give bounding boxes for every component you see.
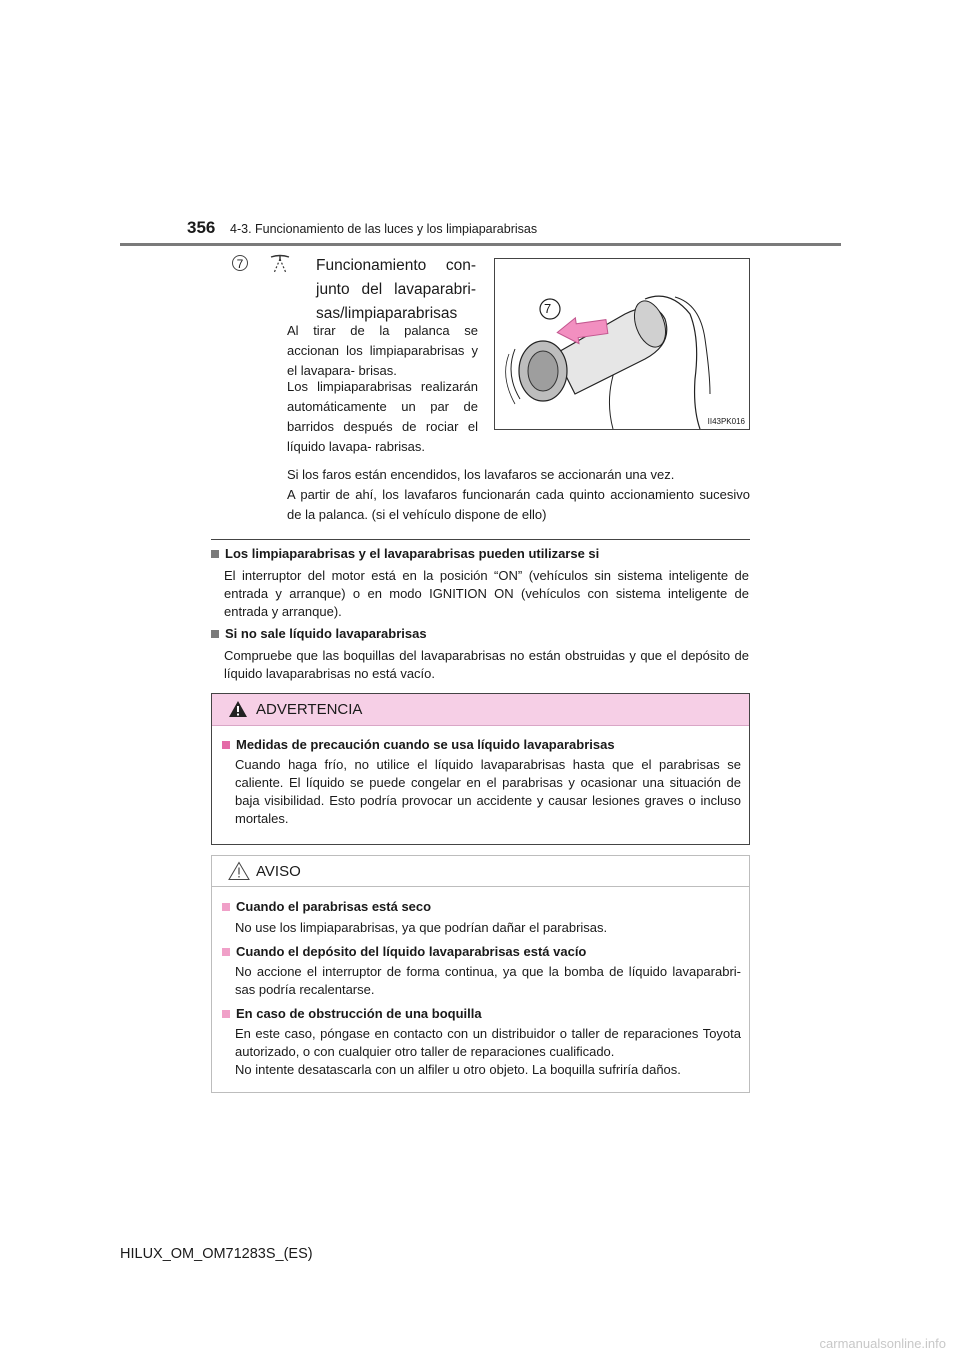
caution-triangle-icon (228, 861, 250, 881)
footer-doc-id: HILUX_OM_OM71283S_(ES) (120, 1246, 313, 1262)
bullet-square-icon (222, 1010, 230, 1018)
caution-heading: Cuando el depósito del líquido lavaparabrisas está vacío (222, 944, 586, 959)
caution-box (211, 855, 750, 1093)
caution-body: No use los limpiaparabrisas, ya que podrían dañar el parabrisas. (235, 920, 608, 935)
step-paragraph: Si los faros están encendidos, los lavafaros se accionarán una vez. (287, 467, 675, 482)
caution-heading: Cuando el parabrisas está seco (222, 899, 431, 914)
caution-body (235, 1025, 741, 1079)
watermark: carmanualsonline.info (819, 1336, 946, 1351)
note-heading: Si no sale líquido lavaparabrisas (211, 626, 427, 641)
warning-box (211, 693, 750, 845)
note-heading: Los limpiaparabrisas y el lavaparabrisas pueden utilizarse si (211, 546, 599, 561)
warning-title: ADVERTENCIA (256, 701, 363, 718)
warning-header (212, 694, 749, 726)
step-title: Funcionamiento con- junto del lavaparabri- sas/limpiaparabrisas (316, 257, 476, 322)
bullet-square-icon (222, 948, 230, 956)
divider (211, 539, 750, 540)
warning-body: Cuando haga frío, no utilice el líquido lavaparabrisas hasta que el parabrisas se caliente. El líquido se puede congelar en el parabrisas y ocasionar una situación de baja visibilidad. Esto podría provocar un accidente y causar lesiones graves o incluso mortales. (235, 757, 741, 826)
header-rule (120, 243, 841, 246)
figure-code: II43PK016 (707, 417, 745, 426)
bullet-square-icon (211, 630, 219, 638)
caution-body-line: No intente desatascarla con un alfiler u otro objeto. La boquilla sufriría daños. (235, 1062, 681, 1077)
step-paragraph: A partir de ahí, los lavafaros funcionarán cada quinto accionamiento sucesivo de la palanca. (si el vehículo dispone de ello) (287, 487, 750, 522)
note-body: El interruptor del motor está en la posición “ON” (vehículos sin sistema inteligente de entrada y arranque) o en modo IGNITION ON (vehículos con sistema inteligente de entrada y arranque). (224, 568, 749, 619)
caution-heading: En caso de obstrucción de una boquilla (222, 1006, 482, 1021)
warning-triangle-icon (228, 700, 248, 718)
caution-body-line: En este caso, póngase en contacto con un distribuidor o taller de reparaciones Toyota autorizado, o con cualquier otro taller de reparaciones cualificado. (235, 1026, 741, 1059)
caution-body: No accione el interruptor de forma continua, ya que la bomba de líquido lavaparabri- sas podría recalentarse. (235, 964, 741, 997)
bullet-square-icon (222, 741, 230, 749)
bullet-square-icon (222, 903, 230, 911)
caution-title: AVISO (256, 863, 301, 880)
step-number: 7 (232, 255, 248, 271)
bullet-square-icon (211, 550, 219, 558)
section-title: 4-3. Funcionamiento de las luces y los limpiaparabrisas (230, 222, 538, 236)
note-body: Compruebe que las boquillas del lavaparabrisas no están obstruidas y que el depósito de líquido lavaparabrisas no está vacío. (224, 648, 749, 681)
step-paragraph: Los limpiaparabrisas realizarán automáticamente un par de barridos después de rociar el líquido lavapa- rabrisas. (287, 379, 478, 454)
wiper-lever-illustration (494, 258, 750, 430)
step-paragraph: Al tirar de la palanca se accionan los limpiaparabrisas y el lavapara- brisas. (287, 323, 478, 378)
warning-heading: Medidas de precaución cuando se usa líquido lavaparabrisas (222, 737, 615, 752)
lever-drawing (495, 259, 749, 429)
wiper-washer-icon (268, 253, 292, 275)
figure-callout: 7 (544, 301, 552, 316)
page-number: 356 (187, 218, 216, 237)
caution-header (212, 856, 749, 887)
